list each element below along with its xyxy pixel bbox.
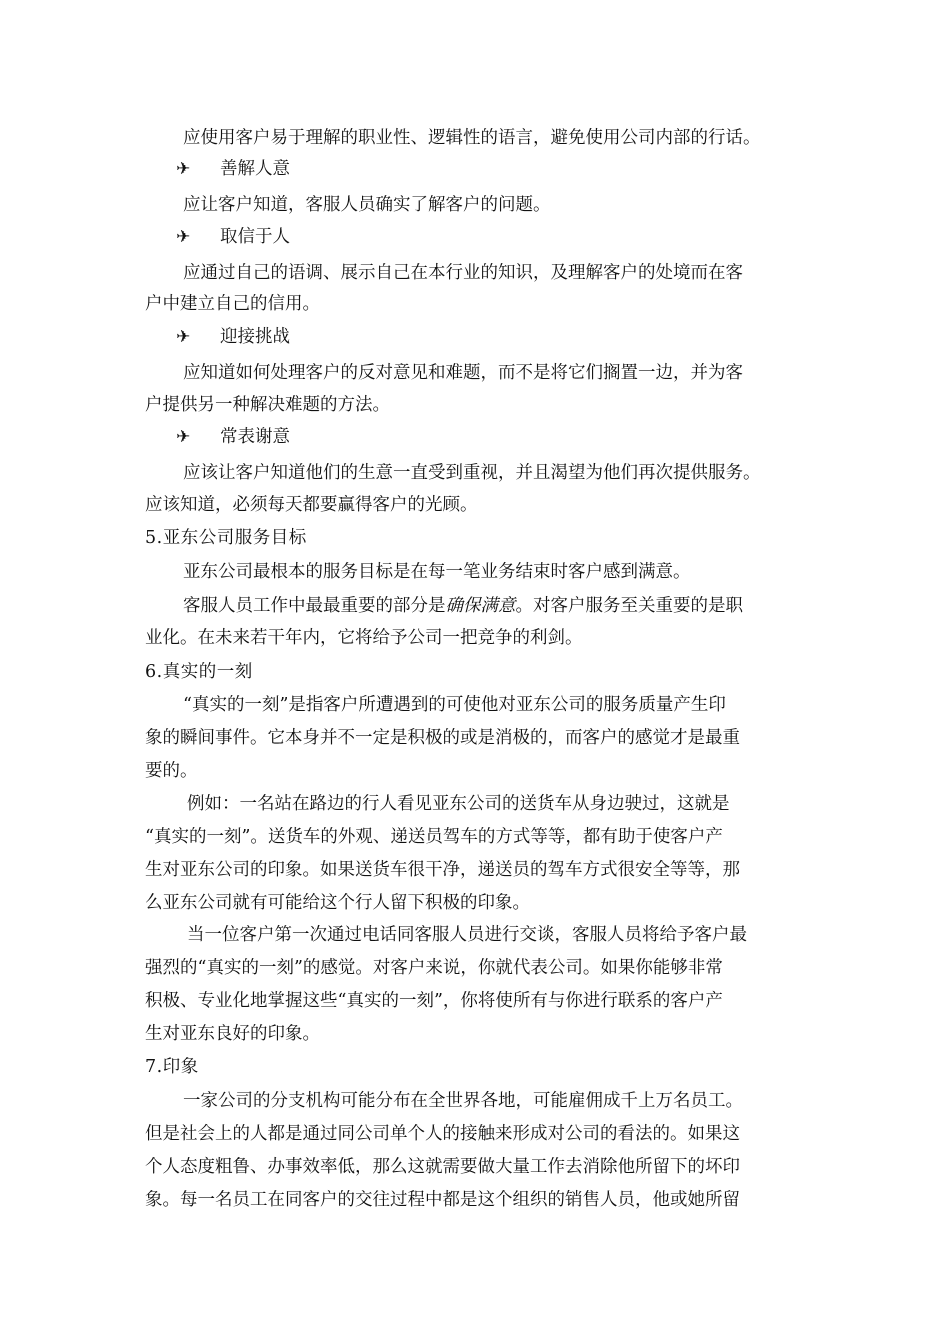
paragraph-line: 应通过自己的语调、展示自己在本行业的知识，及理解客户的处境而在客 <box>183 263 743 283</box>
bullet-item <box>176 157 290 181</box>
paragraph-line: 要的。 <box>145 761 198 781</box>
paragraph-line: 亚东公司最根本的服务目标是在每一笔业务结束时客户感到满意。 <box>183 562 691 582</box>
section-heading: 5.亚东公司服务目标 <box>145 528 307 548</box>
paragraph-line: 应使用客户易于理解的职业性、逻辑性的语言，避免使用公司内部的行话。 <box>183 128 761 148</box>
paragraph-line <box>183 594 743 618</box>
paragraph-line: 户提供另一种解决难题的方法。 <box>145 395 390 415</box>
bullet-title: 善解人意 <box>220 159 290 179</box>
paragraph-line: 一家公司的分支机构可能分布在全世界各地，可能雇佣成千上万名员工。 <box>183 1091 743 1111</box>
paragraph-line: 应该让客户知道他们的生意一直受到重视，并且渴望为他们再次提供服务。 <box>183 463 761 483</box>
bullet-title: 常表谢意 <box>220 427 290 447</box>
section-heading: 6.真实的一刻 <box>145 662 253 682</box>
text-run: 。对客户服务至关重要的是职 <box>515 596 743 616</box>
paragraph-line: 业化。在未来若干年内，它将给予公司一把竞争的利剑。 <box>145 628 583 648</box>
paragraph-line: 户中建立自己的信用。 <box>145 294 320 314</box>
airplane-icon: ✈ <box>176 327 191 347</box>
paragraph-line: 但是社会上的人都是通过同公司单个人的接触来形成对公司的看法的。如果这 <box>145 1124 740 1144</box>
airplane-icon: ✈ <box>176 159 191 179</box>
bullet-item <box>176 425 290 449</box>
paragraph-line: “真实的一刻”。送货车的外观、递送员驾车的方式等等，都有助于使客户产 <box>145 827 723 847</box>
bullet-title: 迎接挑战 <box>220 327 290 347</box>
airplane-icon: ✈ <box>176 227 191 247</box>
paragraph-line: “真实的一刻”是指客户所遭遇到的可使他对亚东公司的服务质量产生印 <box>183 695 726 715</box>
paragraph-line: 象的瞬间事件。它本身并不一定是积极的或是消极的，而客户的感觉才是最重 <box>145 728 740 748</box>
bullet-item <box>176 225 290 249</box>
paragraph-line: 生对亚东良好的印象。 <box>145 1024 320 1044</box>
paragraph-line: 么亚东公司就有可能给这个行人留下积极的印象。 <box>145 893 530 913</box>
paragraph-line: 个人态度粗鲁、办事效率低，那么这就需要做大量工作去消除他所留下的坏印 <box>145 1157 740 1177</box>
paragraph-line: 应知道如何处理客户的反对意见和难题，而不是将它们搁置一边，并为客 <box>183 363 743 383</box>
text-run: 客服人员工作中最最重要的部分是 <box>183 596 446 616</box>
paragraph-line: 应让客户知道，客服人员确实了解客户的问题。 <box>183 195 551 215</box>
emphasis-text: 确保满意 <box>445 596 516 616</box>
paragraph-line: 象。每一名员工在同客户的交往过程中都是这个组织的销售人员，他或她所留 <box>145 1190 740 1210</box>
paragraph-line: 例如：一名站在路边的行人看见亚东公司的送货车从身边驶过，这就是 <box>187 794 730 814</box>
paragraph-line: 积极、专业化地掌握这些“真实的一刻”，你将使所有与你进行联系的客户产 <box>145 991 723 1011</box>
paragraph-line: 当一位客户第一次通过电话同客服人员进行交谈，客服人员将给予客户最 <box>187 925 747 945</box>
paragraph-line: 强烈的“真实的一刻”的感觉。对客户来说，你就代表公司。如果你能够非常 <box>145 958 723 978</box>
paragraph-line: 应该知道，必须每天都要赢得客户的光顾。 <box>145 495 478 515</box>
section-heading: 7.印象 <box>145 1057 199 1077</box>
bullet-title: 取信于人 <box>220 227 290 247</box>
paragraph-line: 生对亚东公司的印象。如果送货车很干净，递送员的驾车方式很安全等等，那 <box>145 860 740 880</box>
bullet-item <box>176 325 290 349</box>
airplane-icon: ✈ <box>176 427 191 447</box>
